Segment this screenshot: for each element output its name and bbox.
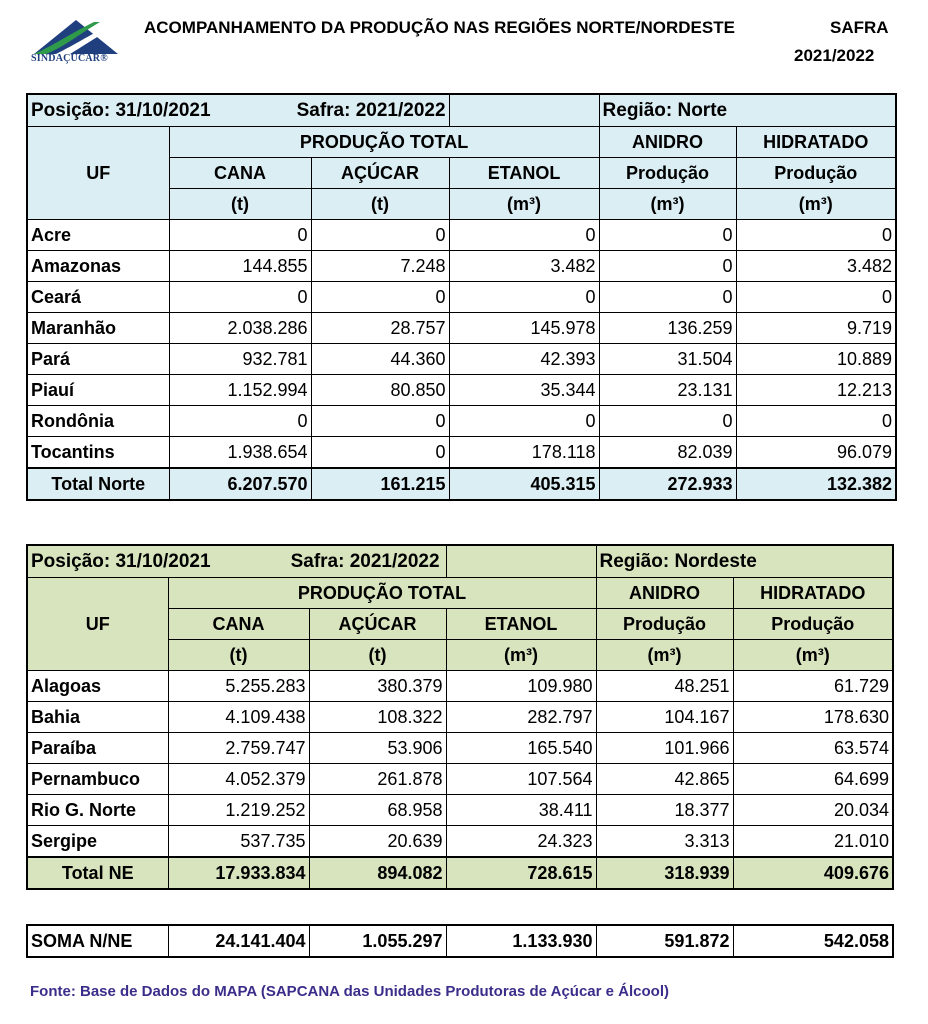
hidratado-cell: 10.889 bbox=[736, 344, 896, 375]
anidro-cell: 0 bbox=[599, 251, 736, 282]
col-anidro-producao: Produção bbox=[599, 158, 736, 189]
hidratado-cell: 0 bbox=[736, 220, 896, 251]
table-row bbox=[27, 671, 893, 702]
uf-cell: Paraíba bbox=[27, 733, 168, 764]
col-anidro-producao: Produção bbox=[596, 609, 733, 640]
safra-label: SAFRA bbox=[830, 18, 889, 37]
total-label: Total Norte bbox=[27, 468, 169, 500]
col-hidratado: HIDRATADO bbox=[733, 578, 893, 609]
uf-cell: Acre bbox=[27, 220, 169, 251]
total-etanol: 405.315 bbox=[449, 468, 599, 500]
anidro-cell: 31.504 bbox=[599, 344, 736, 375]
soma-label: SOMA N/NE bbox=[27, 925, 168, 957]
table-row bbox=[27, 702, 893, 733]
hidratado-cell: 63.574 bbox=[733, 733, 893, 764]
total-hidratado: 132.382 bbox=[736, 468, 896, 500]
total-acucar: 161.215 bbox=[311, 468, 449, 500]
col-cana: CANA bbox=[169, 158, 311, 189]
table-row bbox=[27, 406, 896, 437]
soma-row bbox=[27, 925, 893, 957]
col-uf: UF bbox=[27, 578, 168, 671]
cana-cell: 537.735 bbox=[168, 826, 309, 858]
col-anidro: ANIDRO bbox=[596, 578, 733, 609]
anidro-cell: 0 bbox=[599, 282, 736, 313]
etanol-cell: 0 bbox=[449, 406, 599, 437]
cana-cell: 1.938.654 bbox=[169, 437, 311, 469]
nordeste-regiao: Região: Nordeste bbox=[596, 545, 893, 578]
cana-cell: 4.109.438 bbox=[168, 702, 309, 733]
acucar-cell: 7.248 bbox=[311, 251, 449, 282]
hidratado-cell: 20.034 bbox=[733, 795, 893, 826]
etanol-cell: 165.540 bbox=[446, 733, 596, 764]
acucar-cell: 20.639 bbox=[309, 826, 446, 858]
total-label: Total NE bbox=[27, 857, 168, 889]
table-row bbox=[27, 282, 896, 313]
unit-cana: (t) bbox=[169, 189, 311, 220]
table-row bbox=[27, 733, 893, 764]
etanol-cell: 145.978 bbox=[449, 313, 599, 344]
anidro-cell: 0 bbox=[599, 220, 736, 251]
anidro-cell: 23.131 bbox=[599, 375, 736, 406]
logo-text: SINDAÇÚCAR® bbox=[31, 53, 108, 64]
uf-cell: Tocantins bbox=[27, 437, 169, 469]
hidratado-cell: 12.213 bbox=[736, 375, 896, 406]
etanol-cell: 178.118 bbox=[449, 437, 599, 469]
cana-cell: 1.152.994 bbox=[169, 375, 311, 406]
hidratado-cell: 21.010 bbox=[733, 826, 893, 858]
soma-etanol: 1.133.930 bbox=[446, 925, 596, 957]
etanol-cell: 42.393 bbox=[449, 344, 599, 375]
uf-cell: Piauí bbox=[27, 375, 169, 406]
hidratado-cell: 61.729 bbox=[733, 671, 893, 702]
soma-cana: 24.141.404 bbox=[168, 925, 309, 957]
acucar-cell: 0 bbox=[311, 282, 449, 313]
col-producao-total: PRODUÇÃO TOTAL bbox=[169, 127, 599, 158]
total-etanol: 728.615 bbox=[446, 857, 596, 889]
col-anidro: ANIDRO bbox=[599, 127, 736, 158]
acucar-cell: 0 bbox=[311, 437, 449, 469]
acucar-cell: 380.379 bbox=[309, 671, 446, 702]
etanol-cell: 0 bbox=[449, 220, 599, 251]
soma-acucar: 1.055.297 bbox=[309, 925, 446, 957]
col-etanol: ETANOL bbox=[449, 158, 599, 189]
hidratado-cell: 0 bbox=[736, 406, 896, 437]
uf-cell: Ceará bbox=[27, 282, 169, 313]
unit-hidratado: (m³) bbox=[733, 640, 893, 671]
unit-etanol: (m³) bbox=[449, 189, 599, 220]
cana-cell: 0 bbox=[169, 282, 311, 313]
total-cana: 17.933.834 bbox=[168, 857, 309, 889]
col-hidratado-producao: Produção bbox=[733, 609, 893, 640]
hidratado-cell: 3.482 bbox=[736, 251, 896, 282]
etanol-cell: 35.344 bbox=[449, 375, 599, 406]
etanol-cell: 109.980 bbox=[446, 671, 596, 702]
acucar-cell: 0 bbox=[311, 220, 449, 251]
acucar-cell: 44.360 bbox=[311, 344, 449, 375]
unit-hidratado: (m³) bbox=[736, 189, 896, 220]
norte-posicao: Posição: 31/10/2021 bbox=[31, 99, 211, 121]
uf-cell: Amazonas bbox=[27, 251, 169, 282]
anidro-cell: 136.259 bbox=[599, 313, 736, 344]
total-hidratado: 409.676 bbox=[733, 857, 893, 889]
etanol-cell: 282.797 bbox=[446, 702, 596, 733]
col-acucar: AÇÚCAR bbox=[311, 158, 449, 189]
anidro-cell: 48.251 bbox=[596, 671, 733, 702]
uf-cell: Pará bbox=[27, 344, 169, 375]
nordeste-posicao: Posição: 31/10/2021 bbox=[31, 550, 211, 572]
col-uf: UF bbox=[27, 127, 169, 220]
anidro-cell: 3.313 bbox=[596, 826, 733, 858]
etanol-cell: 107.564 bbox=[446, 764, 596, 795]
unit-anidro: (m³) bbox=[599, 189, 736, 220]
col-hidratado: HIDRATADO bbox=[736, 127, 896, 158]
cana-cell: 2.038.286 bbox=[169, 313, 311, 344]
uf-cell: Pernambuco bbox=[27, 764, 168, 795]
hidratado-cell: 9.719 bbox=[736, 313, 896, 344]
page-title: ACOMPANHAMENTO DA PRODUÇÃO NAS REGIÕES NORTE/NORDESTE bbox=[144, 18, 735, 37]
total-anidro: 272.933 bbox=[599, 468, 736, 500]
safra-year: 2021/2022 bbox=[794, 46, 875, 65]
anidro-cell: 0 bbox=[599, 406, 736, 437]
acucar-cell: 0 bbox=[311, 406, 449, 437]
hidratado-cell: 96.079 bbox=[736, 437, 896, 469]
col-etanol: ETANOL bbox=[446, 609, 596, 640]
table-row bbox=[27, 313, 896, 344]
uf-cell: Maranhão bbox=[27, 313, 169, 344]
acucar-cell: 28.757 bbox=[311, 313, 449, 344]
anidro-cell: 101.966 bbox=[596, 733, 733, 764]
anidro-cell: 82.039 bbox=[599, 437, 736, 469]
total-cana: 6.207.570 bbox=[169, 468, 311, 500]
nordeste-posicao-cell bbox=[27, 545, 446, 578]
nordeste-table bbox=[26, 544, 894, 890]
norte-posicao-cell bbox=[27, 94, 449, 127]
unit-acucar: (t) bbox=[309, 640, 446, 671]
unit-etanol: (m³) bbox=[446, 640, 596, 671]
table-row bbox=[27, 344, 896, 375]
nordeste-safra: Safra: 2021/2022 bbox=[290, 550, 440, 572]
soma-anidro: 591.872 bbox=[596, 925, 733, 957]
anidro-cell: 104.167 bbox=[596, 702, 733, 733]
cana-cell: 4.052.379 bbox=[168, 764, 309, 795]
table-row bbox=[27, 220, 896, 251]
uf-cell: Sergipe bbox=[27, 826, 168, 858]
hidratado-cell: 178.630 bbox=[733, 702, 893, 733]
total-row bbox=[27, 857, 893, 889]
source-note: Fonte: Base de Dados do MAPA (SAPCANA das Unidades Produtoras de Açúcar e Álcool) bbox=[30, 983, 669, 1000]
uf-cell: Rio G. Norte bbox=[27, 795, 168, 826]
unit-anidro: (m³) bbox=[596, 640, 733, 671]
acucar-cell: 80.850 bbox=[311, 375, 449, 406]
acucar-cell: 261.878 bbox=[309, 764, 446, 795]
table-row bbox=[27, 375, 896, 406]
etanol-cell: 0 bbox=[449, 282, 599, 313]
uf-cell: Bahia bbox=[27, 702, 168, 733]
unit-cana: (t) bbox=[168, 640, 309, 671]
etanol-cell: 38.411 bbox=[446, 795, 596, 826]
table-row bbox=[27, 764, 893, 795]
table-row bbox=[27, 437, 896, 469]
cana-cell: 5.255.283 bbox=[168, 671, 309, 702]
anidro-cell: 18.377 bbox=[596, 795, 733, 826]
uf-cell: Alagoas bbox=[27, 671, 168, 702]
norte-safra: Safra: 2021/2022 bbox=[296, 99, 446, 121]
acucar-cell: 108.322 bbox=[309, 702, 446, 733]
table-row bbox=[27, 795, 893, 826]
norte-table bbox=[26, 93, 897, 501]
hidratado-cell: 0 bbox=[736, 282, 896, 313]
col-acucar: AÇÚCAR bbox=[309, 609, 446, 640]
unit-acucar: (t) bbox=[311, 189, 449, 220]
acucar-cell: 68.958 bbox=[309, 795, 446, 826]
total-anidro: 318.939 bbox=[596, 857, 733, 889]
cana-cell: 0 bbox=[169, 220, 311, 251]
anidro-cell: 42.865 bbox=[596, 764, 733, 795]
col-hidratado-producao: Produção bbox=[736, 158, 896, 189]
soma-hidratado: 542.058 bbox=[733, 925, 893, 957]
col-producao-total: PRODUÇÃO TOTAL bbox=[168, 578, 596, 609]
table-row bbox=[27, 826, 893, 858]
hidratado-cell: 64.699 bbox=[733, 764, 893, 795]
table-row bbox=[27, 251, 896, 282]
cana-cell: 0 bbox=[169, 406, 311, 437]
norte-regiao: Região: Norte bbox=[599, 94, 896, 127]
total-row bbox=[27, 468, 896, 500]
acucar-cell: 53.906 bbox=[309, 733, 446, 764]
col-cana: CANA bbox=[168, 609, 309, 640]
soma-table bbox=[26, 924, 894, 958]
cana-cell: 144.855 bbox=[169, 251, 311, 282]
etanol-cell: 3.482 bbox=[449, 251, 599, 282]
uf-cell: Rondônia bbox=[27, 406, 169, 437]
cana-cell: 1.219.252 bbox=[168, 795, 309, 826]
etanol-cell: 24.323 bbox=[446, 826, 596, 858]
cana-cell: 932.781 bbox=[169, 344, 311, 375]
total-acucar: 894.082 bbox=[309, 857, 446, 889]
cana-cell: 2.759.747 bbox=[168, 733, 309, 764]
